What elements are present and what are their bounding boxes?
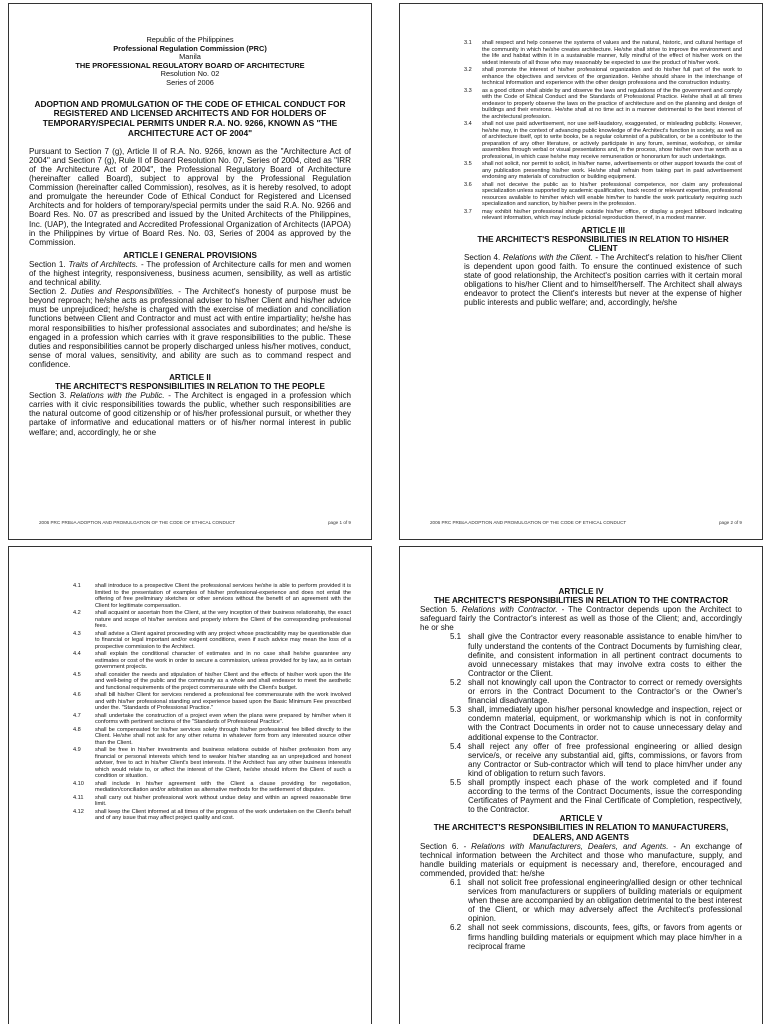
item-number: 3.5 [464,161,472,167]
item-text: shall carry out his/her professional work without undue delay and within an agreed reasonable time limit. [95,794,351,807]
document-page-3 [8,546,372,1024]
item-number: 6.1 [450,878,462,887]
list-item [73,713,351,726]
page-footer: 2006 PRC PRBoA ADOPTION AND PROMULGATION OF THE CODE OF ETHICAL CONDUCT page 2 of 9 [430,520,742,525]
item-number: 4.7 [73,712,81,719]
list-item [464,40,742,66]
list-item [464,88,742,121]
section-4: Section 4. Relations with the Client. - The Architect's relation to his/her Client is dependent upon good faith. To ensure the continued existence of such state of good relationship, the Architect's position carries with it certain moral obligations to his/her Client and to himself/herself. The Architect shall always endeavor to protect the Client's interests but never at the expense of higher public interests and public welfare; and, accordingly, he/she [464,252,743,308]
section-3: Section 3. Relations with the Public. - The Architect is engaged in a profession which carries with it civic responsibilities towards the public, whether such responsibilities are the natural outcome of good citizenship or of his/her professional pursuit, or whether they partake of informative and educational matters or of his/her normal interest in public welfare; and, accordingly, he or she [29,391,352,437]
section-1: Section 1. Traits of Architects. - The profession of Architecture calls for men and women of the highest integrity, responsiveness, business acumen, sensibility, as well as artistic and technical ability. [29,259,351,288]
page-4-content [420,587,742,951]
item-text: shall give the Contractor every reasonable assistance to enable him/her to fully understand the contents of the Contract Documents by furnishing clear, definite, and consistent information in all pertinent contract documents to avoid unnecessary mistakes that may involve extra costs to either the Contractor or the Client. [468,632,742,678]
list-item [464,67,742,87]
item-text: shall not knowingly call upon the Contractor to correct or remedy oversights or errors in the Contract Document to the Contractor's or the Owner's financial disadvantage. [468,677,742,706]
list-item [464,161,742,181]
item-text: as a good citizen shall abide by and observe the laws and regulations of the the government and comply with the Code of Ethical Conduct and the Standards of Professional Practice. He/she shall at all times endeavor to properly observe the laws on the practice of architecture and on the planning and design of buildings and their environs. He/she shall at no time act in a manner detrimental to the best interest of the architectural profession. [482,87,742,120]
item-text: shall not solicit free professional engineering/allied design or other technical services from manufacturers or suppliers of building materials or equipment when these are accompanied by an obligation detrimental to the best interest of the Client, or which may adversely affect the Architect's professional opinion. [468,878,742,924]
header-line: Republic of the Philippines [146,35,234,44]
item-number: 4.5 [73,671,81,678]
list-item [73,651,351,671]
item-number: 4.2 [73,610,81,616]
item-text: shall acquaint or ascertain from the Client, at the very inception of their business relationship, the exact nature and scope of his/her services and properly inform the Client of the corresponding professional fees. [95,610,351,629]
item-number: 4.1 [73,583,81,589]
document-page-2 [399,3,763,540]
item-text: shall keep the Client informed at all times of the progress of the work undertaken on the Client's behalf and of any issue that may affect project quality and cost. [95,808,351,821]
item-text: shall be compensated for his/her services solely through his/her professional fee billed directly to the Client. He/she shall not ask for any other returns in whatever form from any interested source other than the Client. [95,726,351,746]
item-number: 3.6 [464,181,472,188]
list-item [73,795,351,808]
document-page-1 [8,3,372,540]
list-item [464,182,742,208]
section-2: Section 2. Duties and Responsibilities. - The Architect's honesty of purpose must be beyond reproach; he/she acts as professional adviser to his/her Client and his/her advice must be unprejudiced; he/she is charged with the exercise of mediation and conciliation functions between Client and Contractor and must act with entire impartiality; he/she has moral responsibilities to his/her professional associates and subordinates; and he/she is engaged in a profession which carries with it grave responsibilities to the public. These duties and responsibilities cannot be properly discharged unless his/her motives, conduct, sense of moral values, sensitivity, and ability are such as to command respect and confidence. [29,287,351,369]
item-number: 5.2 [450,677,462,687]
item-number: 5.1 [450,632,462,642]
list-item [420,742,742,778]
item-number: 6.2 [450,923,462,933]
list-item [73,610,351,630]
page-1-content [29,36,351,437]
article-subheading: THE ARCHITECT'S RESPONSIBILITIES IN RELATION TO THE PEOPLE [55,382,325,392]
item-text: shall not use paid advertisement, nor use self-laudatory, exaggerated, or misleading publicity. However, he/she may, in the context of advancing public knowledge of the Architect's function in society, as well as of architecture itself, opt to write books, be a regular columnist of a publication, or be a contributor to the preparation of any other literature, or actively participate in any forum, seminar, workshop, or similar assemblies through verbal or visual presentations and, in the process, show his/her own true worth as a professional, in which case he/she may receive remuneration or honorarium for such undertakings. [482,121,742,160]
item-number: 3.7 [464,208,472,215]
list-item [73,781,351,794]
item-text: shall respect and help conserve the systems of values and the natural, historic, and cultural heritage of the community in which he/she creates architecture. He/she shall strive to improve the environment and the life and habitat within it in a sustainable manner, fully mindful of the effect of his/her work on the widest interests of all those who may reasonably be expected to use the product of his/her work. [482,40,742,66]
page-3-content [73,583,351,823]
item-text: shall advise a Client against proceeding with any project whose practicability may be questionable due to financial or legal important and/or exigent conditions, even if such advice may mean the loss of a prospective commission to the Architect. [95,630,351,650]
header-line: Resolution No. 02 [160,69,220,79]
item-number: 5.4 [450,741,462,751]
item-text: shall reject any offer of free professional engineering or allied design service/s, or receive any substantial aid, gifts, commissions, or favors from any Contractor or Sub-contractor which will tend to place him/her under any kind of obligation to return such favors. [468,741,742,778]
header-line: Manila [179,52,201,62]
item-number: 4.10 [73,780,84,787]
list-item [73,727,351,747]
item-number: 4.4 [73,651,81,657]
intro-paragraph: Pursuant to Section 7 (g), Article II of R.A. No. 9266, known as the "Architecture Act of 2004" and Section 7 (g), Rule II of Board Resolution No. 07, Series of 2004, cited as "IRR of the Architecture Act of 2004", the Professional Regulatory Board of Architecture (hereinafter called Board), subject to approval by the Professional Regulation Commission (hereinafter called Commission), resolves, as it is hereby resolved, to adopt and promulgate the hereunder Code of Ethical Conduct for Registered and Licensed Architects and for holders of temporary/special permits under the said R.A. No. 9266 and Board Res. No. 07 as prescribed and issued by the United Architects of the Philippines, Inc. (UAP), the Integrated and Accredited Professional Organization of Architects (IAPOA) in the Philippines by virtue of Board Res. No. 03, Series of 2004 as approved by the Commission. [29,146,351,247]
item-text: shall introduce to a prospective Client the professional services he/she is able to perform provided it is limited to the presentation of examples of his/her professional-experience and does not entail the offering of free preliminary sketches or other services without the benefit of an agreement with the Client for legitimate compensation. [95,583,351,609]
page-footer: 2006 PRC PRBoA ADOPTION AND PROMULGATION OF THE CODE OF ETHICAL CONDUCT page 1 of 9 [39,520,351,525]
article-subheading: THE ARCHITECT'S RESPONSIBILITIES IN RELATION TO THE CONTRACTOR [433,596,729,606]
item-number: 5.3 [450,705,462,715]
article-heading: ARTICLE II [169,373,211,382]
list-item [420,878,742,923]
item-number: 3.1 [464,40,472,46]
list-item [420,778,742,814]
item-number: 4.11 [73,794,84,801]
item-number: 5.5 [450,777,462,787]
item-number: 3.2 [464,67,472,73]
item-number: 4.3 [73,630,81,637]
item-text: shall undertake the construction of a project even when the plans were prepared by him/her when it conforms with pertinent sections of the "Standards of Professional Practice". [95,712,351,725]
header-line: Series of 2006 [166,77,214,87]
item-list [464,40,742,222]
article-subheading: THE ARCHITECT'S RESPONSIBILITIES IN RELATION TO HIS/HER CLIENT [477,234,729,253]
item-text: shall not deceive the public as to his/her professional competence, nor claim any professional specialization unless supported by academic qualification, track record or relevant expertise, professional resources available to him/her which will enable him/her to handle the work particularly requiring such specialization and sanction, by his/her peers in the profession. [482,181,742,207]
list-item [420,705,742,741]
list-item [73,631,351,651]
list-item [464,209,742,222]
item-text: may exhibit his/her professional shingle outside his/her office, or display a project billboard indicating relevant information, which may include pictorial reproduction thereof, in a modest manner. [482,208,742,221]
item-list [420,632,742,814]
header-line: THE PROFESSIONAL REGULATORY BOARD OF ARCHITECTURE [75,60,305,70]
item-number: 4.6 [73,692,81,698]
item-list [73,583,351,822]
list-item [73,692,351,712]
item-text: shall promptly inspect each phase of the work completed and if found according to the terms of the Contract Documents, issue the corresponding Certificates of Payment and the Final Certificate of Completion, respectively, to the Contractor. [468,777,742,815]
item-number: 4.8 [73,726,81,733]
list-item [73,747,351,780]
item-text: shall bill his/her Client for services rendered a professional fee commensurate with the work involved and with his/her professional standing and experience based upon the Basic Minimum Fee prescribed under the. "Standards of Professional Practice." [95,692,351,711]
page-2-content [464,40,742,307]
list-item [73,672,351,692]
item-text: shall promote the interest of his/her professional organization and do his/her full part of the work to enhance the objectives and services of the organization. He/she should share in the interchange of technical information and experience with the other design professions and the construction industry. [482,67,742,86]
list-item [73,809,351,822]
article-heading: ARTICLE V [559,814,603,824]
section-6: Section 6. - Relations with Manufacturers, Dealers, and Agents. - An exchange of technical information between the Architect and those who manufacture, supply, and handle building materials or equipment is necessary and, therefore, encouraged and commended, provided that: he/she [420,841,743,878]
item-text: shall, immediately upon his/her personal knowledge and inspection, reject or condemn material, equipment, or workmanship which is not in conformity with the Contract Documents in order not to cause unnecessary delay and additional expense to the Contractor. [468,705,742,742]
item-text: shall not seek commissions, discounts, fees, gifts, or favors from agents or firms handling building materials or equipment which may place him/her in a reciprocal frame [468,923,742,951]
item-text: shall include in his/her agreement with the Client a clause providing for negotiation, mediation/conciliation and/or arbitration as alternative methods for the settlement of disputes. [95,780,351,793]
item-text: shall consider the needs and stipulation of his/her Client and the effects of his/her work upon the life and well-being of the public and the community as a whole and shall endeavor to meet the aesthetic and functional requirements of the project commensurate with the Client's budget. [95,671,351,691]
resolution-title: ADOPTION AND PROMULGATION OF THE CODE OF ETHICAL CONDUCT FOR REGISTERED AND LICENSED ARCHITECTS AND FOR HOLDERS OF TEMPORARY/SPECIAL PERMITS UNDER R.A. NO. 9266, KNOWN AS "THE ARCHITECTURE ACT OF 2004" [34,98,346,138]
article-heading: ARTICLE III [580,225,626,235]
list-item [420,678,742,705]
header-line: Professional Regulation Commission (PRC) [113,43,267,53]
item-number: 3.4 [464,121,472,127]
list-item [420,923,742,950]
list-item [73,583,351,609]
article-heading: ARTICLE I GENERAL PROVISIONS [123,250,257,260]
item-text: shall explain the conditional character of estimates and in no case shall he/she guarantee any estimates or cost of the work in order to secure a commission, unless provided for by law, as in certain government projects. [95,651,351,670]
document-page-4 [399,546,763,1024]
list-item [464,121,742,160]
list-item [420,632,742,677]
item-number: 3.3 [464,87,472,94]
article-heading: ARTICLE IV [558,587,604,596]
item-list [420,878,742,951]
section-5: Section 5. Relations with Contractor. - The Contractor depends upon the Architect to safeguard fairly the Contractor's interest as well as those of the Client; and, accordingly he or she [420,605,742,633]
article-subheading: THE ARCHITECT'S RESPONSIBILITIES IN RELATION TO MANUFACTURERS, DEALERS, AND AGENTS [433,823,729,842]
item-number: 4.12 [73,808,84,815]
item-text: shall be free in his/her investments and business relations outside of his/her profession from any financial or personal interests which tend to weaker his/her standing as an unprejudiced and honest adviser, free to act in his/her Client's best interests. If the Architect has any other business interest/s which would relate to, or affect the interest of the Client, he/she should inform the Client of such a condition or situation. [95,747,351,779]
item-number: 4.9 [73,747,81,753]
item-text: shall not solicit, nor permit to solicit, in his/her name, advertisements or other support towards the cost of any publication presenting his/her work. He/she shall refrain from taking part in paid advertisement endorsing any materials of construction or building equipment. [482,161,742,180]
